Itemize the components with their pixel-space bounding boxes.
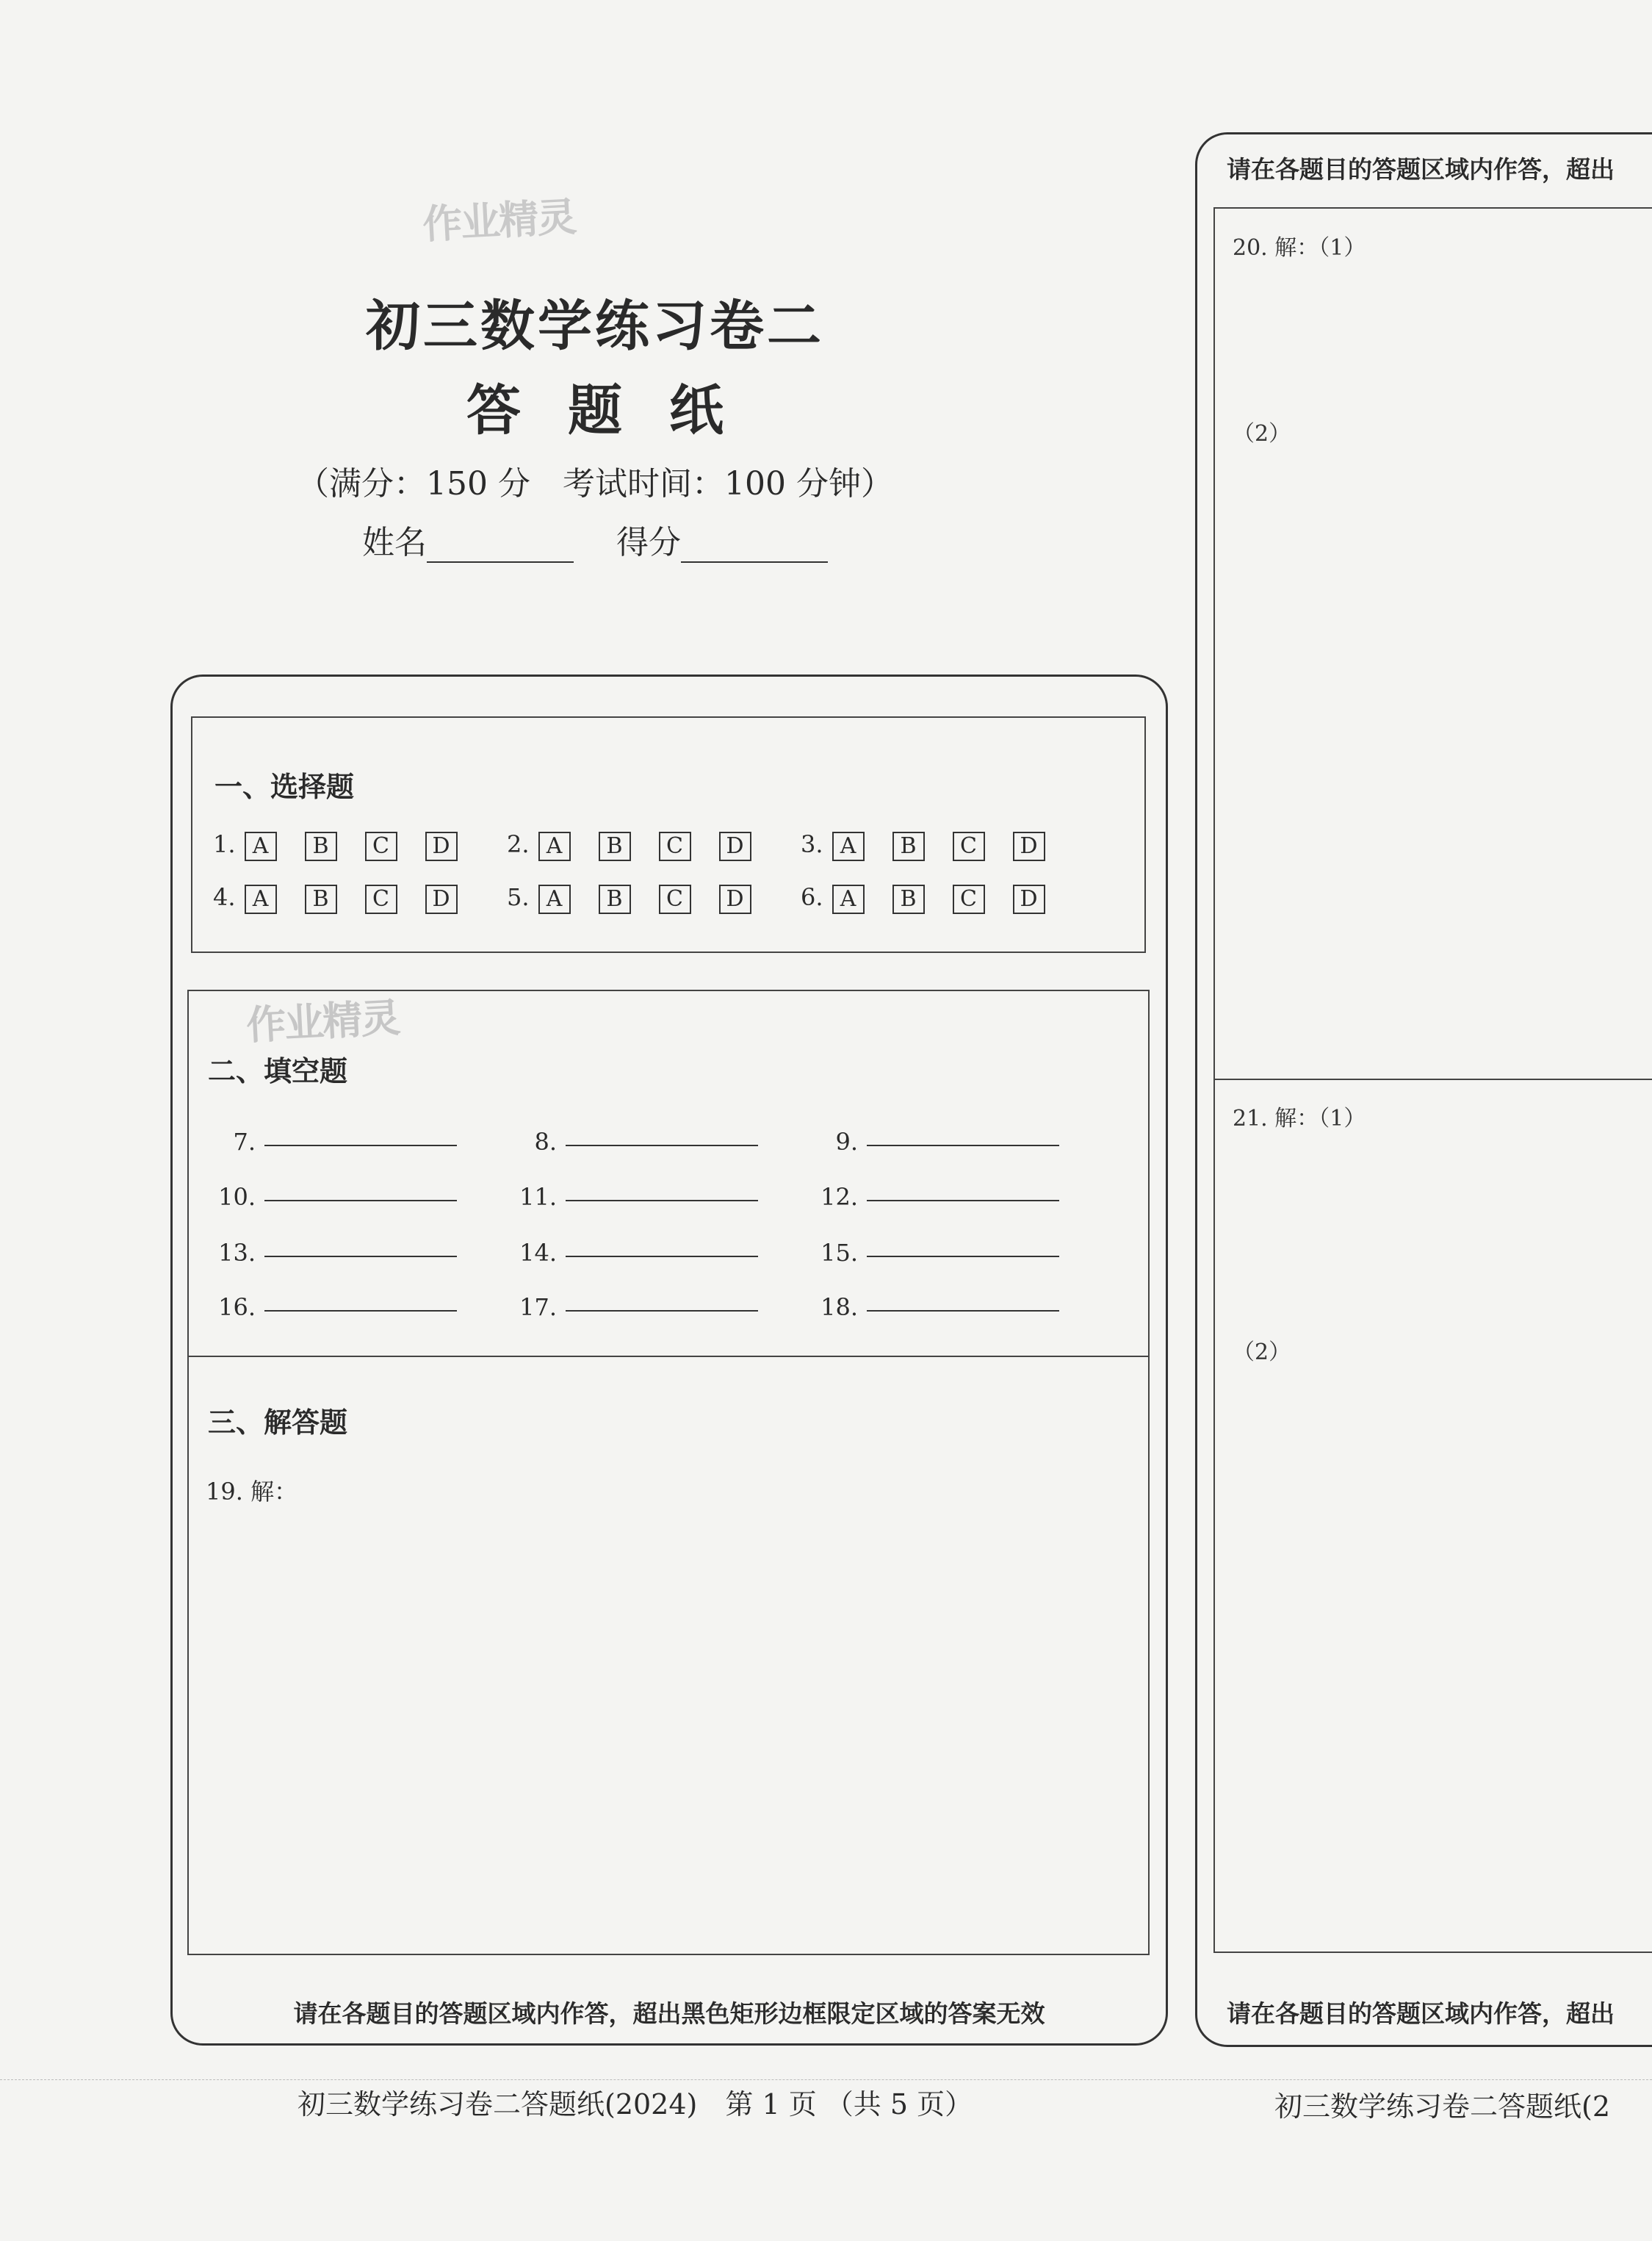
subtitle-char: 题 (568, 379, 622, 442)
choice-question (213, 830, 486, 861)
watermark-logo: 作业精灵 (245, 994, 400, 1049)
name-label: 姓名 (362, 524, 427, 561)
answer-section-title: 三、解答题 (208, 1406, 348, 1439)
fill-answer-blank[interactable] (566, 1142, 758, 1146)
choice-option-box[interactable]: C (365, 885, 397, 914)
choice-question (801, 883, 1073, 914)
fill-question (507, 1183, 758, 1211)
choice-option-box[interactable]: C (953, 832, 985, 861)
choice-option-box[interactable]: B (892, 885, 925, 914)
question-19-label: 19. 解： (206, 1478, 298, 1506)
fill-question-number: 13. (218, 1239, 256, 1267)
fill-answer-blank[interactable] (264, 1253, 457, 1257)
choice-option-box[interactable]: B (892, 832, 925, 861)
footer-rule (0, 2079, 1652, 2080)
choice-question-number: 4. (213, 883, 236, 911)
choice-question-number: 6. (801, 883, 823, 911)
fill-answer-blank[interactable] (566, 1253, 758, 1257)
choice-question (213, 883, 486, 914)
choice-option-box[interactable]: A (245, 832, 277, 861)
fill-question-number: 9. (835, 1128, 858, 1156)
choice-question-number: 1. (213, 830, 236, 858)
fill-question (507, 1128, 758, 1156)
fill-answer-blank[interactable] (867, 1142, 1059, 1146)
fill-answer-blank[interactable] (566, 1197, 758, 1201)
choice-question (507, 830, 779, 861)
fill-question (808, 1128, 1059, 1156)
fill-answer-blank[interactable] (264, 1142, 457, 1146)
fill-question-number: 14. (519, 1239, 557, 1267)
page-subtitle (0, 367, 1190, 445)
choice-option-box[interactable]: C (659, 885, 691, 914)
choice-option-box[interactable]: A (538, 832, 571, 861)
fill-question-number: 8. (534, 1128, 557, 1156)
score-label: 得分 (616, 524, 681, 561)
choice-option-box[interactable]: C (365, 832, 397, 861)
choice-option-box[interactable]: D (425, 885, 458, 914)
fill-question (206, 1183, 457, 1211)
choice-option-box[interactable]: A (538, 885, 571, 914)
choice-option-box[interactable]: D (719, 832, 751, 861)
question-20-part2: （2） (1233, 421, 1291, 447)
right-bottom-warning: 请在各题目的答题区域内作答，超出 (1227, 1999, 1615, 2028)
fill-question-number: 15. (820, 1239, 858, 1267)
question-21-label: 21. 解：（1） (1233, 1106, 1366, 1132)
question-21-part2: （2） (1233, 1339, 1291, 1365)
right-section-divider (1213, 1079, 1652, 1080)
choice-option-box[interactable]: D (719, 885, 751, 914)
left-bottom-warning: 请在各题目的答题区域内作答，超出黑色矩形边框限定区域的答案无效 (293, 1999, 1045, 2028)
right-top-warning: 请在各题目的答题区域内作答，超出 (1227, 155, 1615, 184)
fill-question (507, 1239, 758, 1267)
choice-option-box[interactable]: C (953, 885, 985, 914)
choice-option-box[interactable]: B (305, 832, 337, 861)
question-20-label: 20. 解：（1） (1233, 235, 1366, 261)
fill-question (808, 1239, 1059, 1267)
choice-section-title: 一、选择题 (214, 771, 355, 803)
fill-answer-blank[interactable] (264, 1197, 457, 1201)
score-field[interactable] (681, 533, 828, 563)
choice-question-number: 3. (801, 830, 823, 858)
fill-question-number: 16. (218, 1293, 256, 1321)
exam-meta: （满分：150 分 考试时间：100 分钟） (297, 465, 893, 503)
subtitle-char: 答 (466, 379, 521, 442)
page-title: 初三数学练习卷二 (366, 295, 824, 358)
choice-option-box[interactable]: A (245, 885, 277, 914)
fill-question (808, 1293, 1059, 1321)
fill-answer-blank[interactable] (566, 1307, 758, 1312)
choice-question (507, 883, 779, 914)
fill-answer-blank[interactable] (867, 1307, 1059, 1312)
fill-question (206, 1293, 457, 1321)
fill-question (808, 1183, 1059, 1211)
fill-question-number: 10. (218, 1183, 256, 1211)
choice-option-box[interactable]: B (305, 885, 337, 914)
fill-question-number: 7. (233, 1128, 256, 1156)
choice-option-box[interactable]: C (659, 832, 691, 861)
right-answer-box (1213, 207, 1652, 1953)
fill-question-number: 11. (519, 1183, 557, 1211)
name-score-row (0, 516, 1190, 563)
fill-answer-blank[interactable] (264, 1307, 457, 1312)
fill-section-title: 二、填空题 (208, 1055, 348, 1087)
fill-question (507, 1293, 758, 1321)
fill-question (206, 1128, 457, 1156)
page-footer-left: 初三数学练习卷二答题纸(2024) 第 1 页 （共 5 页） (297, 2088, 973, 2121)
page-footer-right: 初三数学练习卷二答题纸(2 (1274, 2090, 1611, 2123)
choice-question-number: 5. (507, 883, 530, 911)
choice-question-number: 2. (507, 830, 530, 858)
choice-option-box[interactable]: A (832, 885, 865, 914)
fill-question-number: 18. (820, 1293, 858, 1321)
section-divider (187, 1356, 1149, 1357)
choice-question (801, 830, 1073, 861)
watermark-logo: 作业精灵 (421, 193, 577, 248)
fill-answer-blank[interactable] (867, 1253, 1059, 1257)
fill-question-number: 17. (519, 1293, 557, 1321)
choice-option-box[interactable]: B (599, 885, 631, 914)
choice-option-box[interactable]: D (1013, 832, 1045, 861)
subtitle-char: 纸 (669, 379, 724, 442)
name-field[interactable] (427, 533, 574, 563)
choice-option-box[interactable]: B (599, 832, 631, 861)
choice-option-box[interactable]: A (832, 832, 865, 861)
choice-option-box[interactable]: D (1013, 885, 1045, 914)
fill-question-number: 12. (820, 1183, 858, 1211)
answer-area-19[interactable] (213, 1514, 1124, 1940)
fill-answer-blank[interactable] (867, 1197, 1059, 1201)
fill-question (206, 1239, 457, 1267)
choice-option-box[interactable]: D (425, 832, 458, 861)
